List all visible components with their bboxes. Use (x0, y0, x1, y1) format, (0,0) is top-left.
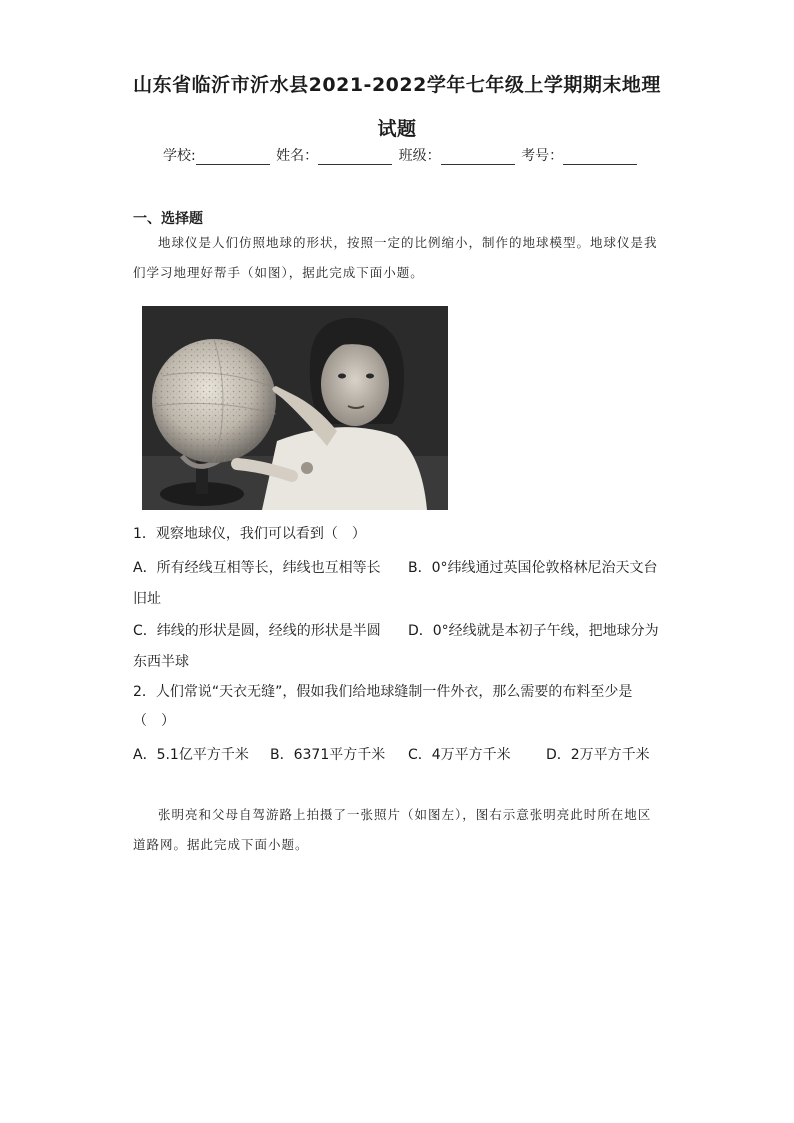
name-blank (318, 150, 392, 165)
section-heading: 一、选择题 (133, 211, 203, 227)
class-blank (441, 150, 515, 165)
name-label: 姓名： (276, 148, 319, 164)
question-1-option-d-continued: 东西半球 (133, 654, 189, 670)
question-2-option-b: B．6371平方千米 (270, 747, 386, 763)
question-1-option-d: D．0°经线就是本初子午线，把地球分为 (408, 623, 659, 639)
question-1-option-b: B．0°纬线通过英国伦敦格林尼治天文台 (408, 560, 658, 576)
question-2-option-d: D．2万平方千米 (546, 747, 650, 763)
question-1-stem: 1．观察地球仪，我们可以看到（ ） (133, 526, 366, 542)
question-2-stem: 2．人们常说“天衣无缝”，假如我们给地球缝制一件外衣，那么需要的布料至少是 (133, 684, 633, 700)
page-title: 山东省临沂市沂水县2021-2022学年七年级上学期期末地理 (133, 74, 661, 96)
question-2-stem-continued: （ ） (133, 713, 175, 729)
question-1-option-b-continued: 旧址 (133, 591, 161, 607)
student-info-row (163, 145, 639, 165)
exam-number-blank (563, 150, 637, 165)
reading-passage-1: 地球仪是人们仿照地球的形状，按照一定的比例缩小，制作的地球模型。地球仪是我们学习地理好帮手（如图），据此完成下面小题。 (133, 235, 658, 280)
school-label: 学校: (163, 148, 196, 164)
page-title-continued: 试题 (377, 118, 417, 140)
reading-passage-2: 张明亮和父母自驾游路上拍摄了一张照片（如图左），图右示意张明亮此时所在地区道路网。据此完成下面小题。 (133, 807, 652, 852)
class-label: 班级： (398, 148, 441, 164)
school-blank (196, 150, 270, 165)
question-1-option-a: A．所有经线互相等长，纬线也互相等长 (133, 560, 381, 576)
question-1-option-c: C．纬线的形状是圆，经线的形状是半圆 (133, 623, 381, 639)
exam-number-label: 考号： (521, 148, 564, 164)
photo-girl-globe (142, 306, 448, 510)
question-2-option-c: C．4万平方千米 (408, 747, 511, 763)
question-2-option-a: A．5.1亿平方千米 (133, 747, 249, 763)
